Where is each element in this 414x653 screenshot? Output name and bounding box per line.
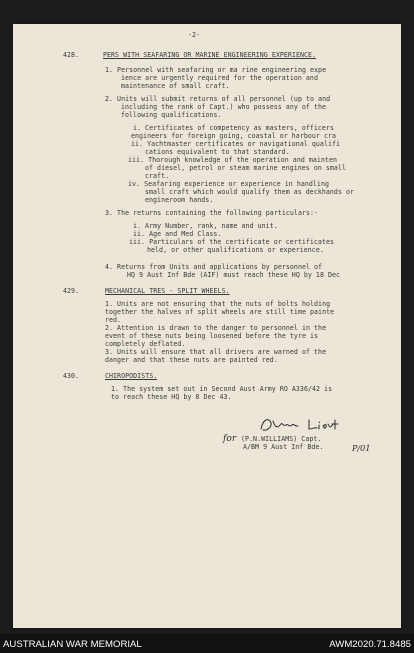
text-line: following qualifications.: [121, 111, 222, 119]
section-title-429: MECHANICAL TRES - SPLIT WHEELS.: [105, 287, 230, 295]
text-line: small craft which would qualify them as deckhands or: [145, 188, 355, 196]
text-line: HQ 9 Aust Inf Bde (AIF) must reach these HQ by 18 Dec: [127, 271, 341, 279]
text-line: ii. Yachtmaster certificates or navigational qualifi: [131, 140, 341, 148]
text-line: craft.: [145, 172, 170, 180]
text-line: i. Certificates of competency as masters, officers: [133, 124, 334, 132]
text-line: ience are urgently required for the operation and: [121, 74, 318, 82]
section-number-430: 430.: [63, 372, 80, 380]
text-line: iii. Particulars of the certificate or certificates: [129, 238, 335, 246]
text-line: including the rank of Capt.) who possess any of the: [121, 103, 327, 111]
footer-accession-number: AWM2020.71.8485: [329, 639, 411, 650]
text-line: iv. Seafaring experience or experience in handling: [128, 180, 329, 188]
signature-name: (P.N.WILLIAMS) Capt.: [241, 435, 322, 443]
signature-annotation: P/01: [352, 444, 371, 453]
text-line: 2. Attention is drawn to the danger to personnel in the: [105, 324, 327, 332]
text-line: iii. Thorough knowledge of the operation and mainten: [128, 156, 338, 164]
text-line: held, or other qualifications or experience.: [147, 246, 324, 254]
section-title-428: PERS WITH SEAFARING OR MARINE ENGINEERING EXPERIENCE.: [103, 51, 317, 59]
text-line: 2. Units will submit returns of all personnel (up to and: [105, 95, 331, 103]
text-line: danger and that these nuts are painted red.: [105, 356, 278, 364]
text-line: engineers for foreign going, coastal or harbour cra: [131, 132, 337, 140]
text-line: cations equivalent to that standard.: [145, 148, 290, 156]
text-line: of diesel, petrol or steam marine engines on small: [145, 164, 346, 172]
text-line: to reach these HQ by 8 Dec 43.: [111, 393, 232, 401]
signature-prefix: for: [223, 434, 237, 444]
text-line: red.: [105, 316, 122, 324]
document-page: [13, 24, 401, 628]
text-line: 3. Units will ensure that all drivers are warned of the: [105, 348, 327, 356]
text-line: 3. The returns containing the following particulars:-: [105, 209, 319, 217]
text-line: maintenance of small craft.: [121, 82, 230, 90]
text-line: together the halves of split wheels are still time painte: [105, 308, 335, 316]
section-number-428: 428.: [63, 51, 80, 59]
handwritten-signature: [257, 415, 349, 435]
signature-unit: A/BM 9 Aust Inf Bde.: [243, 443, 324, 451]
text-line: completely deflated.: [105, 340, 186, 348]
footer-bar: [0, 634, 414, 653]
page-number: -2-: [188, 31, 201, 39]
text-line: 1. Personnel with seafaring or ma rine engineering expe: [105, 66, 327, 74]
section-title-430: CHIROPODISTS.: [105, 372, 158, 380]
text-line: 4. Returns from Units and applications by personnel of: [105, 263, 323, 271]
text-line: ii. Age and Med Class.: [133, 230, 222, 238]
text-line: i. Army Number, rank, name and unit.: [133, 222, 278, 230]
footer-institution: AUSTRALIAN WAR MEMORIAL: [3, 639, 142, 650]
text-line: 1. The system set out in Second Aust Army RO A336/42 is: [111, 385, 333, 393]
text-line: 1. Units are not ensuring that the nuts of bolts holding: [105, 300, 331, 308]
text-line: engineroom hands.: [145, 196, 214, 204]
section-number-429: 429.: [63, 287, 80, 295]
text-line: event of these nuts being loosened before the tyre is: [105, 332, 319, 340]
